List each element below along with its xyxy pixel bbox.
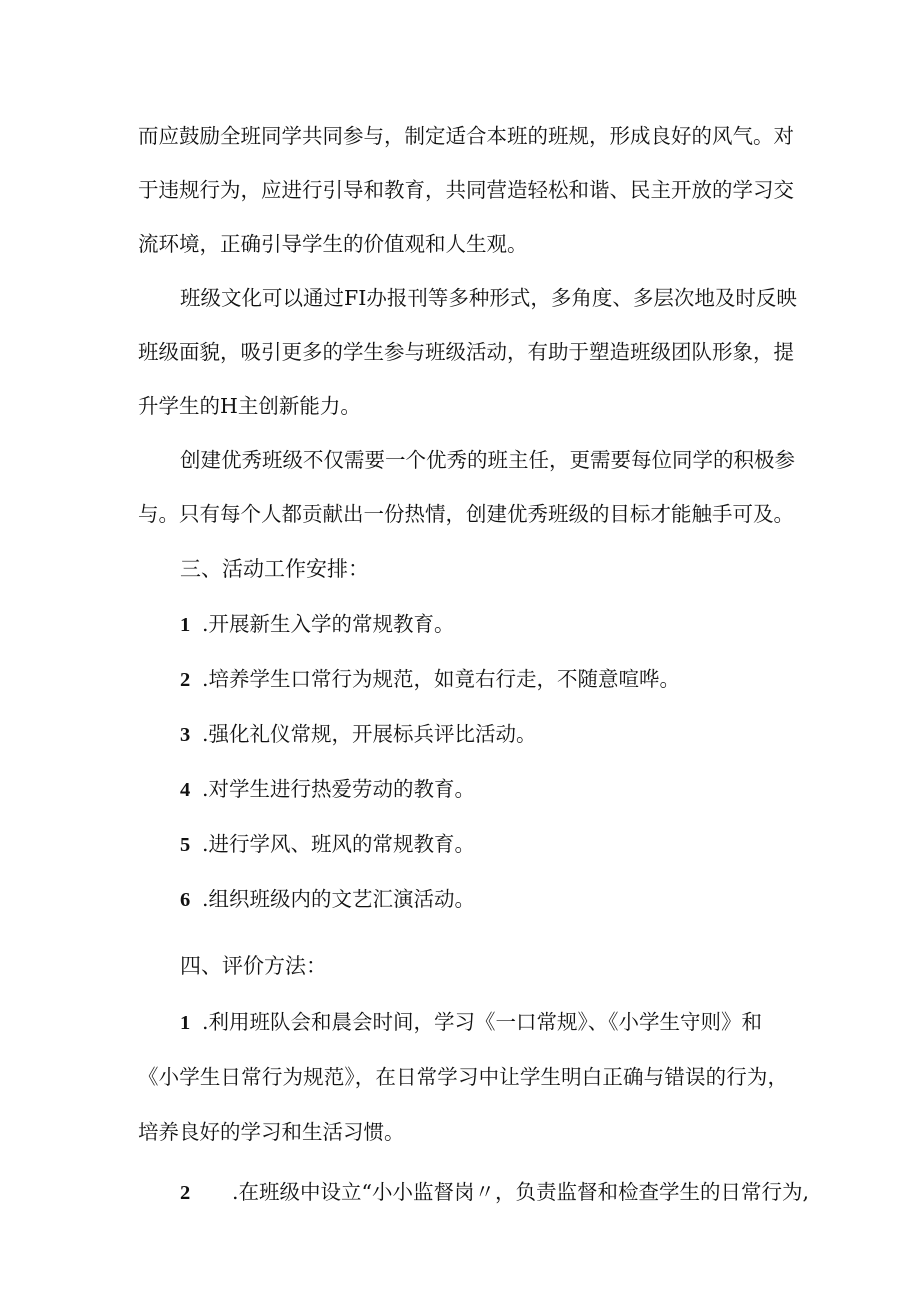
list-item	[180, 885, 475, 914]
item-number: 1	[180, 1012, 191, 1034]
item-number: 2	[180, 669, 191, 691]
section-heading: 四、评价方法：	[180, 954, 327, 978]
item-number: 4	[180, 779, 191, 801]
paragraph-line: 《小学生日常行为规范》，在日常学习中让学生明白正确与错误的行为，	[138, 1065, 788, 1089]
item-number: 2	[180, 1182, 191, 1204]
item-number: 5	[180, 834, 191, 856]
paragraph-line: 流环境，正确引导学生的价值观和人生观。	[138, 232, 528, 256]
list-item	[180, 1178, 809, 1207]
item-text: .开展新生入学的常规教育。	[202, 612, 455, 636]
list-item	[180, 610, 455, 639]
list-item	[180, 1008, 762, 1037]
paragraph-line: 创建优秀班级不仅需要一个优秀的班主任，更需要每位同学的积极参	[180, 448, 795, 472]
list-item	[180, 720, 537, 749]
list-item	[180, 775, 475, 804]
item-number: 6	[180, 889, 191, 911]
item-text: .组织班级内的文艺汇演活动。	[202, 887, 476, 911]
item-text: .进行学风、班风的常规教育。	[202, 832, 476, 856]
paragraph-line: 与。只有每个人都贡献出一份热情，创建优秀班级的目标才能触手可及。	[138, 502, 794, 526]
item-number: 1	[180, 614, 191, 636]
list-item	[180, 830, 475, 859]
paragraph-line: 班级文化可以通过FI办报刊等多种形式，多角度、多层次地及时反映	[180, 286, 797, 310]
item-text: .利用班队会和晨会时间，学习《一口常规》、《小学生守则》和	[202, 1010, 763, 1034]
paragraph-line: 于违规行为，应进行引导和教育，共同营造轻松和谐、民主开放的学习交	[138, 178, 794, 202]
section-heading: 三、活动工作安排：	[180, 557, 369, 581]
list-item	[180, 665, 680, 694]
paragraph-line: 班级面貌，吸引更多的学生参与班级活动，有助于塑造班级团队形象，提	[138, 340, 794, 364]
paragraph-line: 而应鼓励全班同学共同参与，制定适合本班的班规，形成良好的风气。对	[138, 124, 794, 148]
paragraph-line: 培养良好的学习和生活习惯。	[138, 1120, 405, 1144]
item-number: 3	[180, 724, 191, 746]
item-text: .对学生进行热爱劳动的教育。	[202, 777, 476, 801]
item-text: .强化礼仪常规，开展标兵评比活动。	[202, 722, 537, 746]
item-text: .在班级中设立“小小监督岗〃，负责监督和检查学生的日常行为,	[232, 1180, 810, 1204]
item-text: .培养学生口常行为规范，如竟右行走，不随意喧哗。	[202, 667, 681, 691]
paragraph-line: 升学生的H主创新能力。	[138, 394, 361, 418]
